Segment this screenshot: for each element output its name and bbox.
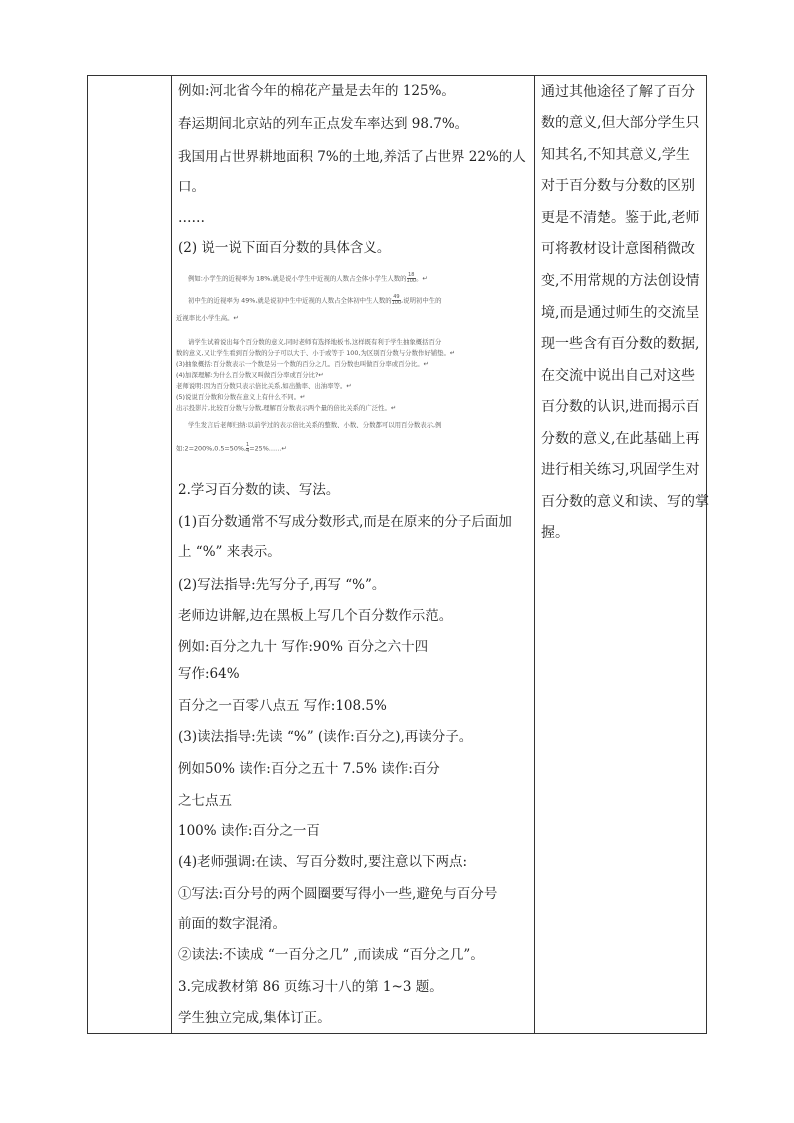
- text-line: 知其名,不知其意义,学生: [541, 147, 690, 163]
- text-line: 百分数的认识,进而揭示百: [541, 399, 700, 415]
- text-line: ……: [178, 210, 205, 226]
- excerpt-line: 请学生试着说出每个百分数的意义,同时老师有选择地板书,这样既有利于学生抽象概括百分: [188, 338, 442, 346]
- excerpt-line: (4)加深理解:为什么百分数又叫做百分率或百分比?↵: [176, 371, 324, 379]
- excerpt-line: 数的意义,又让学生看到百分数的分子可以大于、小于或等于 100,为区别百分数与分数作好铺垫。↵: [176, 349, 456, 357]
- text-line: 进行相关练习,巩固学生对: [541, 462, 700, 478]
- text-line: 3.完成教材第 86 页练习十八的第 1~3 题。: [178, 979, 443, 995]
- excerpt-line: 如:2=200%,0.5=50%, $\frac{1}{4}$ =25%……↵: [176, 442, 287, 454]
- excerpt-line: (3)抽象概括:百分数表示一个数是另一个数的百分之几。百分数也叫做百分率或百分比。↵: [176, 360, 430, 368]
- text-line: 在交流中说出自己对这些: [541, 368, 695, 384]
- text-line: 学生独立完成,集体订正。: [178, 1010, 331, 1026]
- text-line: (4)老师强调:在读、写百分数时,要注意以下两点:: [178, 854, 468, 870]
- text-line: 可将教材设计意图稍微改: [541, 241, 695, 257]
- text-line: 口。: [178, 179, 205, 195]
- text-line: 前面的数字混淆。: [178, 916, 286, 932]
- excerpt-line: 初中生的近视率为 49%,就是说初中生中近视的人数占全体初中生人数的 $\frac{49}{100}$ ,说明初中生的: [188, 294, 442, 306]
- excerpt-line: 出示投影片,比较百分数与分数,理解百分数表示两个量的倍比关系的广泛性。↵: [176, 404, 397, 412]
- text-line: 例如:河北省今年的棉花产量是去年的 125%。: [178, 83, 455, 99]
- fraction: $\frac{1}{4}$: [246, 442, 250, 454]
- design-intent-cell: [535, 76, 709, 1033]
- text-line: 100% 读作:百分之一百: [178, 823, 320, 839]
- text-line: (2)写法指导:先写分子,再写 “%”。: [178, 577, 386, 593]
- text-line: 例如50% 读作:百分之五十 7.5% 读作:百分: [178, 761, 440, 777]
- text-line: 百分之一百零八点五 写作:108.5%: [178, 698, 387, 714]
- excerpt-line: 近视率比小学生高。↵: [176, 314, 239, 322]
- lesson-table: [87, 75, 707, 1034]
- text-line: 之七点五: [178, 793, 232, 809]
- text-line: 更是不清楚。鉴于此,老师: [541, 210, 700, 226]
- excerpt-line: 老师说明:因为百分数只表示倍比关系,如出勤率、出油率等。↵: [176, 382, 352, 390]
- text-line: 百分数的意义和读、写的掌: [541, 494, 709, 510]
- text-line: (3)读法指导:先读 “%” (读作:百分之),再读分子。: [178, 729, 473, 745]
- text-line: 握。: [541, 525, 569, 541]
- text-line: ①写法:百分号的两个圆圈要写得小一些,避免与百分号: [178, 886, 498, 902]
- text-line: 现一些含有百分数的数据,: [541, 336, 700, 352]
- text-line: 老师边讲解,边在黑板上写几个百分数作示范。: [178, 608, 453, 624]
- text-line: 对于百分数与分数的区别: [541, 178, 695, 194]
- text-line: 我国用占世界耕地面积 7%的土地,养活了占世界 22%的人: [178, 149, 526, 165]
- text-line: 上 “%” 来表示。: [178, 544, 281, 560]
- text-line: 写作:64%: [178, 666, 240, 682]
- text-line: (1)百分数通常不写成分数形式,而是在原来的分子后面加: [178, 514, 512, 530]
- text-line: ②读法:不读成 “一百分之几” ,而读成 “百分之几”。: [178, 947, 484, 963]
- text-line: 通过其他途径了解了百分: [541, 84, 695, 100]
- fraction: $\frac{18}{100}$: [406, 272, 417, 284]
- excerpt-line: 学生发言后老师归纳:以前学过的表示倍比关系的整数、小数、分数都可以用百分数表示,例: [188, 421, 442, 429]
- fraction: $\frac{49}{100}$: [391, 294, 402, 306]
- text-line: 2.学习百分数的读、写法。: [178, 482, 340, 498]
- text-line: 春运期间北京站的列车正点发车率达到 98.7%。: [178, 116, 469, 132]
- text-line: (2) 说一说下面百分数的具体含义。: [178, 240, 391, 256]
- text-line: 分数的意义,在此基础上再: [541, 431, 700, 447]
- text-line: 变,不用常规的方法创设情: [541, 273, 700, 289]
- excerpt-line: 例如:小学生的近视率为 18%,就是说小学生中近视的人数占全体小学生人数的 $\frac{18}{100}$ 。↵: [188, 272, 428, 284]
- text-line: 数的意义,但大部分学生只: [541, 115, 700, 131]
- excerpt-line: (5)说说百分数和分数在意义上有什么不同。↵: [176, 393, 306, 401]
- text-line: 境,而是通过师生的交流呈: [541, 305, 700, 321]
- text-line: 例如:百分之九十 写作:90% 百分之六十四: [178, 639, 429, 655]
